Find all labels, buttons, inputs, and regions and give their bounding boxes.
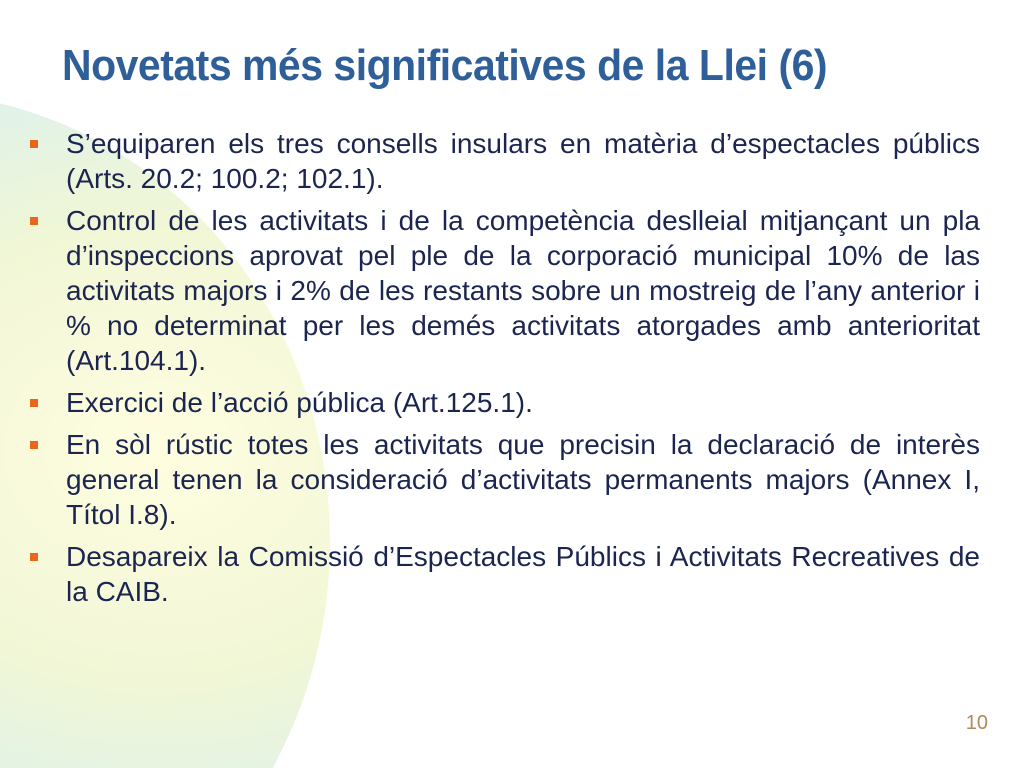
bullet-text: Desapareix la Comissió d’Espectacles Públics i Activitats Recreatives de la CAIB. — [66, 541, 980, 607]
bullet-item — [30, 126, 980, 196]
bullet-text: En sòl rústic totes les activitats que precisin la declaració de interès general tenen la consideració d’activitats permanents majors (Annex I, Títol I.8). — [66, 429, 980, 530]
bullet-item — [30, 203, 980, 378]
bullet-square-icon — [30, 553, 38, 561]
bullet-square-icon — [30, 441, 38, 449]
slide-title: Novetats més significatives de la Llei (6) — [62, 41, 828, 90]
bullet-square-icon — [30, 217, 38, 225]
bullet-text: Exercici de l’acció pública (Art.125.1). — [66, 387, 533, 418]
bullet-text: S’equiparen els tres consells insulars en matèria d’espectacles públics (Arts. 20.2; 100.2; 102.1). — [66, 128, 980, 194]
bullet-text: Control de les activitats i de la competència deslleial mitjançant un pla d’inspeccions aprovat pel ple de la corporació municipal 10% de las activitats majors i 2% de les restants sobre un mostreig de l’any anterior i % no determinat per les demés activitats atorgades amb anterioritat (Art.104.1). — [66, 205, 980, 376]
bullet-square-icon — [30, 140, 38, 148]
bullet-item — [30, 427, 980, 532]
bullet-item — [30, 385, 980, 420]
bullet-item — [30, 539, 980, 609]
bullet-square-icon — [30, 399, 38, 407]
bullet-list — [30, 126, 980, 616]
page-number: 10 — [965, 712, 988, 734]
